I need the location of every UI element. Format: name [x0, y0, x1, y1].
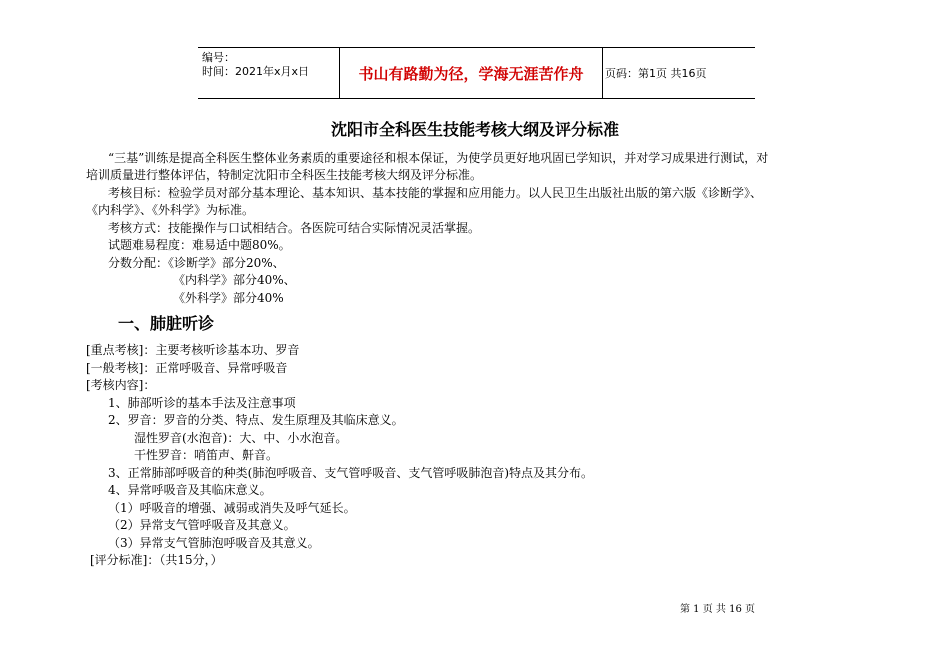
- goal-line-1: 考核目标：检验学员对部分基本理论、基本知识、基本技能的掌握和应用能力。以人民卫生出版社出版的第六版《诊断学》、: [108, 186, 763, 200]
- score-line-2: 《内科学》部分40%、: [173, 273, 296, 287]
- document-title: 沈阳市全科医生技能考核大纲及评分标准: [330, 120, 619, 139]
- scoring-standard: [评分标准]：（共15分，）: [90, 553, 223, 567]
- page-footer: 第 1 页 共 16 页: [680, 604, 755, 615]
- content-item-2: 2、罗音：罗音的分类、特点、发生原理及其临床意义。: [108, 413, 404, 427]
- time-label: 时间：2021年x月x日: [202, 65, 310, 78]
- score-line-1: 分数分配：《诊断学》部分20%、: [108, 256, 285, 270]
- intro-line-1: “三基”训练是提高全科医生整体业务素质的重要途径和根本保证，为使学员更好地巩固已学知识，并对学习成果进行测试，对: [108, 151, 769, 165]
- method-line: 考核方式：技能操作与口试相结合。各医院可结合实际情况灵活掌握。: [108, 221, 481, 235]
- content-label: [考核内容]：: [86, 378, 156, 392]
- content-item-4-1: （1）呼吸音的增强、减弱或消失及呼气延长。: [108, 501, 356, 515]
- section-heading: 一、肺脏听诊: [118, 314, 215, 333]
- content-item-2a: 湿性罗音(水泡音)：大、中、小水泡音。: [134, 431, 348, 445]
- intro-line-2: 培训质量进行整体评估，特制定沈阳市全科医生技能考核大纲及评分标准。: [86, 168, 483, 182]
- header-motto: 书山有路勤为径，学海无涯苦作舟: [339, 48, 603, 98]
- content-item-2b: 干性罗音：哨笛声、鼾音。: [134, 448, 279, 462]
- header-meta: [202, 51, 337, 79]
- goal-line-2: 《内科学》、《外科学》为标准。: [86, 203, 255, 217]
- general-assessment: [一般考核]：正常呼吸音、异常呼吸音: [86, 361, 288, 375]
- header-page-code: 页码：第1页 共16页: [605, 67, 707, 80]
- key-assessment: [重点考核]：主要考核听诊基本功、罗音: [86, 343, 300, 357]
- score-line-3: 《外科学》部分40%: [173, 291, 284, 305]
- content-item-4-3: （3）异常支气管肺泡呼吸音及其意义。: [108, 536, 320, 550]
- number-label: 编号：: [202, 51, 235, 64]
- content-item-1: 1、肺部听诊的基本手法及注意事项: [108, 396, 296, 410]
- header-table: [198, 47, 755, 99]
- difficulty-line: 试题难易程度：难易适中题80%。: [108, 238, 291, 252]
- content-item-3: 3、正常肺部呼吸音的种类(肺泡呼吸音、支气管呼吸音、支气管呼吸肺泡音)特点及其分布。: [108, 466, 594, 480]
- content-item-4: 4、异常呼吸音及其临床意义。: [108, 483, 272, 497]
- content-item-4-2: （2）异常支气管呼吸音及其意义。: [108, 518, 296, 532]
